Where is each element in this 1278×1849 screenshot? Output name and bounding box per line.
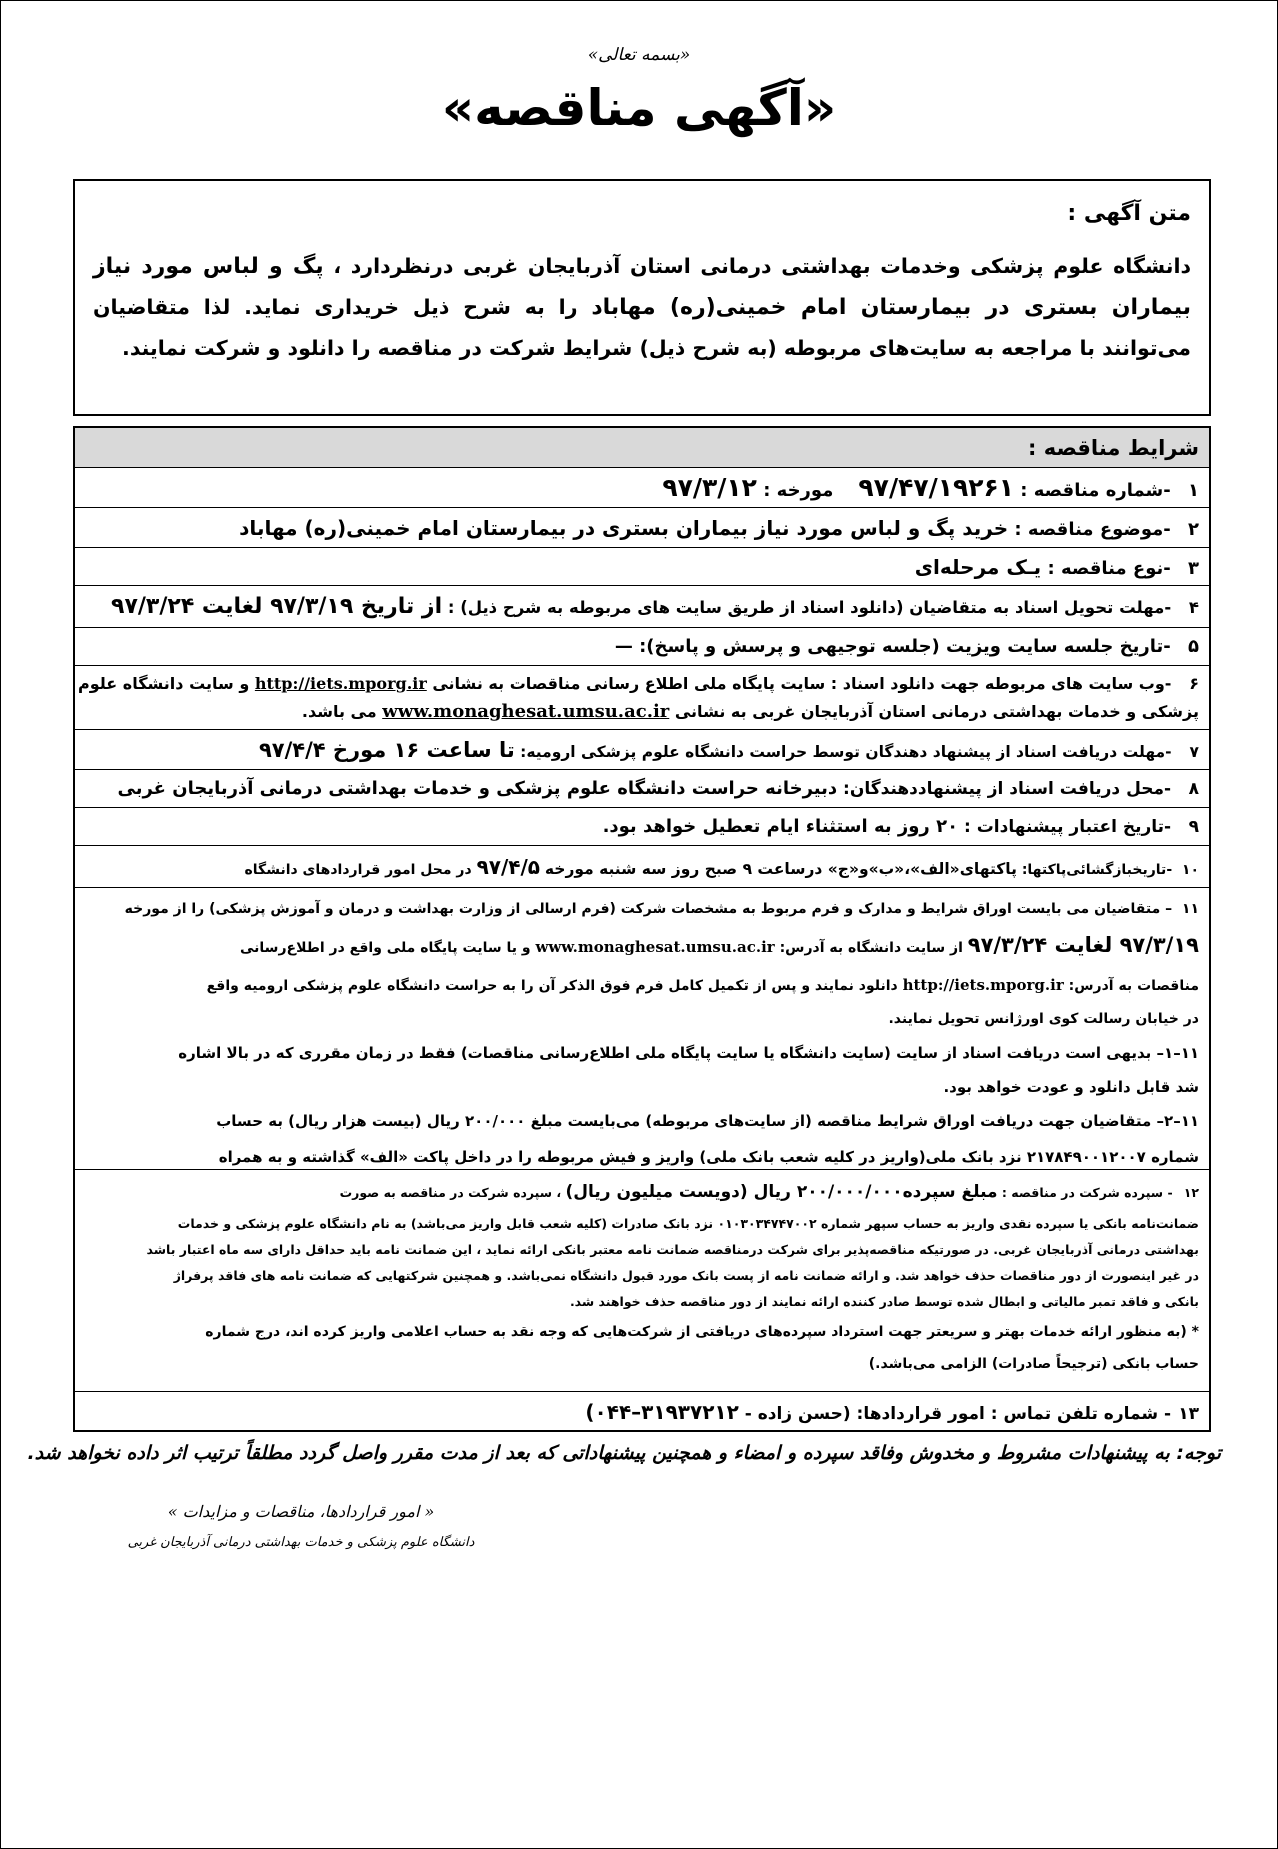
row-text: ضمانت‌نامه بانکی یا سپرده نقدی واریز به حساب سپهر شماره ۰۱۰۳۰۳۴۷۴۷۰۰۲ نزد بانک صادرات (کلیه شعب قابل واریز می‌باشد) به نام دانشگاه علوم پزشکی و خدمات [177,1216,1199,1231]
deposit-note-cont: حساب بانکی (ترجیحاً صادرات) الزامی می‌باشد.) [868,1356,1199,1372]
row-text: ، سپرده شرکت در مناقصه به صورت [339,1185,562,1200]
condition-row-6 [75,666,1209,730]
condition-row-8 [75,770,1209,808]
tender-subject: خرید پگ و لباس مورد نیاز بیماران بستری در بیمارستان امام خمینی(ره) مهاباد [239,516,1009,540]
monaghesat-link[interactable]: www.monaghesat.umsu.ac.ir [535,938,775,956]
signature-block [121,1502,481,1550]
row-number: ۹ [1188,817,1199,837]
opening-date: ۹۷/۴/۵ [476,855,540,879]
contact-phone: ۳۱۹۳۷۲۱۲–۰۴۴) [585,1400,739,1424]
bismillah: «بسمه تعالی» [587,45,691,65]
condition-row-10 [75,846,1209,888]
page-title: «آگهی مناقصه» [441,79,837,137]
condition-row-5 [75,628,1209,666]
condition-row-2 [75,508,1209,548]
subclause-11-2-cont: شماره ۲۱۷۸۴۹۰۰۱۲۰۰۷ نزد بانک ملی(واریز در کلیه شعب بانک ملی) واریز و فیش مربوطه را در داخل پاکت «الف» گذاشته و به همراه [218,1148,1199,1166]
row-text: و یا سایت پایگاه ملی واقع در اطلاع‌رسانی [240,940,531,956]
iets-link[interactable]: http://iets.mporg.ir [902,976,1064,994]
submission-place: دبیرخانه حراست دانشگاه علوم پزشکی و خدمات بهداشتی درمانی آذربایجان غربی [117,778,838,799]
intro-text-bold: پگ و لباس مورد نیاز بیماران بستری در بیمارستان امام خمینی(ره) مهاباد [93,254,1191,320]
row-label: -تاریخ اعتبار پیشنهادات : [963,817,1172,837]
conditions-table [73,426,1211,1432]
condition-row-7 [75,730,1209,770]
opening-place: در محل امور قراردادهای دانشگاه [244,862,472,878]
row-date-label: مورخه : [763,480,834,501]
condition-row-4 [75,586,1209,628]
intro-label: متن آگهی : [1067,201,1191,226]
signature-line-1: « امور قراردادها، مناقصات و مزایدات » [167,1502,435,1521]
condition-row-11 [75,888,1209,1170]
intro-box [73,179,1211,416]
deposit-note: * (به منظور ارائه خدمات بهتر و سریعتر جهت استرداد سپرده‌های دریافتی از شرکت‌هایی که وجه نقد به حساب اعلامی واریز کرده اند، درج شماره [205,1324,1199,1340]
row-label: - سپرده شرکت در مناقصه : [1001,1185,1173,1200]
row-text: و سایت دانشگاه علوم [77,674,250,693]
intro-text-1: دانشگاه علوم پزشکی وخدمات بهداشتی درمانی استان آذربایجان غربی درنظردارد ، [333,254,1191,278]
row-number: ۱۲ [1183,1185,1199,1200]
row-text: مناقصات به آدرس: [1068,978,1199,994]
row-number: ۱۱ [1181,901,1199,917]
condition-row-9 [75,808,1209,846]
subclause-11-1: ۱۱–۱– بدیهی است دریافت اسناد از سایت (سایت دانشگاه یا سایت پایگاه ملی اطلاع‌رسانی مناقصات) فقط در زمان مقرری که در بالا اشاره [178,1044,1199,1062]
row-text: در خیابان رسالت کوی اورژانس تحویل نمایند. [888,1011,1199,1027]
footnote: توجه: به پیشنهادات مشروط و مخدوش وفاقد سپرده و امضاء و همچنین پیشنهاداتی که بعد از مدت مقرر واصل گردد مطلقاً ترتیب اثر داده نخواهد شد. [27,1442,1221,1464]
condition-row-1 [75,468,1209,508]
row-text: می باشد. [301,702,377,721]
row-number: ۱۳ [1178,1404,1199,1424]
row-label: -تاریخبازگشائی‌پاکتها: [1021,862,1173,878]
tender-type: یـک مرحله‌ای [914,555,1042,579]
row-text: در غیر اینصورت از دور مناقصات حذف خواهد شد. و ارائه ضمانت نامه از پست بانک مورد قبول دانشگاه نمی‌باشد. و همچنین شرکتهایی که ضمانت نامه های فاقد پرفراژ [173,1268,1199,1283]
row-label: - شماره تلفن تماس : امور قراردادها: (حسن زاده - [744,1404,1172,1424]
row-label: -وب سایت های مربوطه جهت دانلود اسناد : [830,674,1172,693]
row-number: ۴ [1188,598,1199,617]
row-label: -محل دریافت اسناد از پیشنهاددهندگان: [843,779,1172,799]
row-number: ۱۰ [1181,862,1199,878]
row-text: پزشکی و خدمات بهداشتی درمانی استان آذربایجان غربی به نشانی [674,702,1199,721]
monaghesat-link[interactable]: www.monaghesat.umsu.ac.ir [382,701,670,722]
row-label: -تاریخ جلسه سایت ویزیت (جلسه توجیهی و پرسش و پاسخ): — [614,636,1171,657]
proposal-validity: ۲۰ روز به استثناء ایام تعطیل خواهد بود. [602,816,959,837]
condition-row-12 [75,1170,1209,1392]
row-text: بهداشتی درمانی آذربایجان غربی. در صورتیکه مناقصه‌پذیر برای شرکت درمناقصه ضمانت نامه معتبر بانکی ارائه نماید ، این ضمانت نامه باید حداقل دارای سه ماه اعتبار باشد [146,1242,1199,1257]
row-text: از سایت دانشگاه به آدرس: [779,940,963,956]
row-label: -موضوع مناقصه : [1014,519,1171,540]
subclause-11-1-cont: شد قابل دانلود و عودت خواهد بود. [943,1078,1199,1096]
tender-number: ۹۷/۴۷/۱۹۲۶۱ [858,473,1015,502]
row-label: -نوع مناقصه : [1047,558,1171,579]
submission-deadline: تا ساعت ۱۶ مورخ ۹۷/۴/۴ [258,738,515,762]
tender-date: ۹۷/۳/۱۲ [662,473,757,502]
row-number: ۲ [1188,519,1199,540]
download-dates: ۹۷/۳/۱۹ لغایت ۹۷/۳/۲۴ [967,933,1199,957]
row-number: ۳ [1188,558,1199,579]
condition-row-13 [75,1392,1209,1432]
condition-row-3 [75,548,1209,586]
document-delivery-period: از تاریخ ۹۷/۳/۱۹ لغایت ۹۷/۳/۲۴ [111,594,443,619]
row-number: ۶ [1189,674,1199,693]
row-label: -شماره مناقصه : [1020,480,1171,501]
iets-link[interactable]: http://iets.mporg.ir [254,674,427,693]
row-text: دانلود نمایند و پس از تکمیل کامل فرم فوق الذکر آن را به حراست دانشگاه علوم پزشکی ارومیه واقع [206,978,898,994]
deposit-amount: مبلغ سپرده۲۰۰/۰۰۰/۰۰۰ ریال (دویست میلیون ریال) [565,1182,998,1202]
row-text: – متقاضیان می بایست اوراق شرایط و مدارک و فرم مربوط به مشخصات شرکت (فرم ارسالی از وزارت بهداشت و درمان و آموزش پزشکی) را از مورخه [124,901,1173,917]
row-label: -مهلت دریافت اسناد از پیشنهاد دهندگان توسط حراست دانشگاه علوم پزشکی ارومیه: [520,743,1172,761]
conditions-header [75,428,1209,468]
row-number: ۱ [1188,480,1199,501]
conditions-title: شرایط مناقصه : [1028,436,1199,460]
row-number: ۷ [1189,743,1199,761]
row-label: -مهلت تحویل اسناد به متقاضیان (دانلود اسناد از طریق سایت های مربوطه به شرح ذیل) : [447,598,1172,617]
signature-line-2: دانشگاه علوم پزشکی و خدمات بهداشتی درمانی آذربایجان غربی [127,1535,475,1550]
subclause-11-2: ۱۱–۲– متقاضیان جهت دریافت اوراق شرایط مناقصه (از سایت‌های مربوطه) می‌بایست مبلغ ۲۰۰/۰۰۰ ریال (بیست هزار ریال) به حساب [216,1112,1199,1130]
row-text: بانکی و فاقد تمبر مالیاتی و ابطال شده توسط صادر کننده ارائه نمایند از دور مناقصه حذف خواهند شد. [569,1294,1199,1309]
row-text: سایت پایگاه ملی اطلاع رسانی مناقصات به نشانی [432,674,826,693]
intro-text [93,246,1191,368]
opening-time: پاکتهای«الف»،«ب»و«ج» درساعت ۹ صبح روز سه شنبه مورخه [544,860,1017,878]
row-number: ۸ [1188,779,1199,799]
row-number: ۵ [1188,636,1199,657]
intro-text-2: را به شرح ذیل خریداری نماید. لذا متقاضیان می‌توانند با مراجعه به سایت‌های مربوطه (به شرح ذیل) شرایط شرکت در مناقصه را دانلود و شرکت نمایند. [93,295,1191,360]
